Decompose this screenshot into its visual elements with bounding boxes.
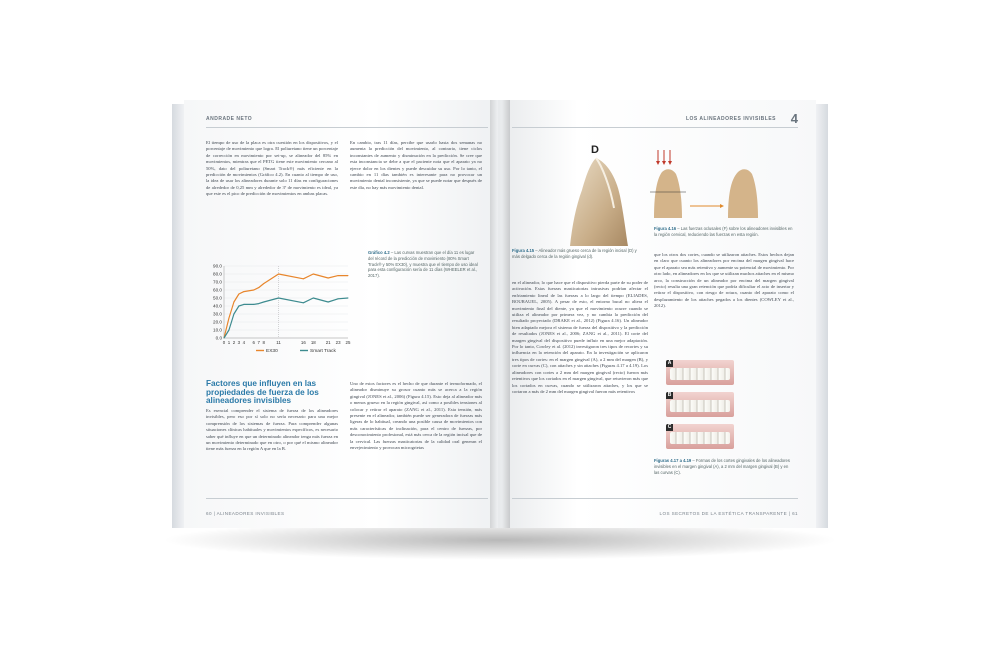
data-point: [253, 304, 254, 305]
smile-image-a: [666, 360, 734, 385]
figure-4-16-text: – Las fuerzas oclusales (F) sobre los alineadores invisibles en la región cervical, reduciendo las fuerzas en esta región.: [654, 226, 793, 237]
data-point: [328, 302, 329, 303]
data-point: [258, 287, 259, 288]
section-heading: Factores que influyen en las propiedades de fuerza de los alineadores invisibles: [206, 379, 319, 406]
right-footer-rule: [512, 498, 798, 499]
series-line-smart-track: [224, 298, 348, 338]
data-point: [263, 283, 264, 284]
data-point: [278, 298, 279, 299]
data-point: [233, 314, 234, 315]
x-tick-label: 6: [252, 340, 255, 345]
data-point: [238, 306, 239, 307]
y-tick-label: 50.0: [213, 295, 222, 301]
smile-image-c: [666, 424, 734, 449]
left-page: [184, 100, 502, 528]
chart-caption-label: Gráfico 4.2: [368, 250, 390, 255]
right-column-1-text: en el alineador, lo que hace que el dispositivo pierda parte de su poder de activación. Estas fuerzas masticatorias intrusivas podrían afectar el enfriamiento lineal de las fuerzas a lo largo del tiempo (ELIADES, BOURAUEL, 2005). A pesar de esto, el entorno bucal no altera el movimiento final del diente, ya que el movimiento ocurre cuando se utiliza el alineador por primera vez, y no cambia la predicción del resultado proyectado (DRAKE et al., 2012) (Figura 4.16). Un alineador bien adaptado mejora el sistema de fuerza del dispositivo y la predicción de resultados (JONES et al., 2006; ZANG et al., 2011). El corte del margen gingival del dispositivo puede influir en una mejor adaptación. Por lo tanto, Cowley et al. (2012) investigaron tres tipos de recortes y su influencia en la retención del aparato. En la investigación se aplicaron tres tipos de cortes: en el margen gingival (A), a 2 mm del margen (B), y corte en curvas (C), con attaches y sin attaches (Figuras 4.17 a 4.19). Los alineadores con cortes a 2 mm del margen gingival (recto) fueron más retentivos que los cortados en el margen gingival, que retuvieron más que los cortados en curvas, cuando se utilizaron attaches, y los que se cortaron a más de 2 mm del margen gingival fueron más retentivos: [512, 280, 648, 394]
tooth-force-diagram: [648, 148, 760, 224]
x-tick-label: 16: [300, 340, 306, 345]
teeth-row: [670, 368, 730, 380]
left-page-number: 60: [206, 511, 212, 516]
left-running-head: ANDRADE NETO: [206, 116, 253, 122]
right-page: [498, 100, 816, 528]
y-tick-label: 70.0: [213, 279, 222, 285]
figure-4-16-label: Figura 4.16: [654, 226, 677, 231]
figure-4-17-label: Figuras 4.17 a 4.19: [654, 458, 692, 463]
x-tick-label: 2: [232, 340, 236, 345]
data-point: [338, 275, 339, 276]
left-column-2-text: En cambio, tras 11 días, percibe que usarlo hasta dos semanas no aumenta la predicción del movimiento, al contrario, tiene ciclos inconstantes de aumento y disminución en la predicción. Se cree que esta inconstancia se debe a que el paciente nota que el aparato ya no ejerce dolor en los dientes y puede descuidar su uso. Por lo tanto, el cambio en 11 días también es interesante para no provocar un movimiento dental inconsistente, ya que se puede notar que después de este día, no hay más movimiento dental.: [350, 140, 482, 190]
left-footer: 60 | ALINEADORES INVISIBLES: [206, 511, 285, 516]
figure-4-15-caption: [512, 248, 644, 260]
right-footer: LOS SECRETOS DE LA ESTÉTICA TRANSPARENTE | 61: [659, 511, 798, 516]
legend-label: Smart Track: [310, 349, 336, 354]
left-footer-rule: [206, 498, 488, 499]
y-tick-label: 80.0: [213, 271, 222, 277]
smile-image-b: [666, 392, 734, 417]
data-point: [303, 302, 304, 303]
tooth-cross-section-image: [566, 156, 648, 248]
data-point: [228, 330, 229, 331]
y-tick-label: 90.0: [213, 263, 222, 269]
left-header-rule: [206, 127, 488, 128]
x-tick-label: 8: [262, 340, 265, 345]
data-point: [348, 298, 349, 299]
right-page-edges: [814, 104, 828, 528]
data-point: [258, 303, 259, 304]
x-tick-label: 7: [257, 340, 260, 345]
x-tick-label: 3: [237, 340, 241, 345]
data-point: [348, 275, 349, 276]
data-point: [228, 318, 229, 319]
y-tick-label: 60.0: [213, 287, 222, 293]
x-tick-label: 0: [222, 340, 226, 345]
left-column-3-text: Es esencial comprender el sistema de fuerza de los alineadores invisibles, pero eso por sí solo no sería necesario para una mejor comprensión de los sistemas de fuerza. Para comprender algunas situaciones clínicas habituales y movimientos específicos, es necesario saber qué influye en que un determinado alineador tenga más fuerza en un movimiento determinado que en otro, o por qué el mismo alineador tiene más fuerza en la región A que en la B.: [206, 408, 338, 452]
figure-4-17-text: – Formas de los cortes gingivales de los alineadores invisibles en el margen gingival (A), a 2 mm del margen gingival (B) y en las curvas (C).: [654, 458, 790, 475]
data-point: [278, 274, 279, 275]
line-chart: [202, 260, 354, 360]
right-running-head: LOS ALINEADORES INVISIBLES: [685, 116, 776, 122]
left-footer-title: ALINEADORES INVISIBLES: [216, 511, 285, 516]
figure-letter-d: D: [591, 144, 599, 156]
figure-4-16-caption: [654, 226, 796, 238]
data-point: [313, 298, 314, 299]
right-column-2-text: que los otros dos cortes, cuando se utilizaron attaches. Estos hechos dejan en claro que cuanto los alineadores por encima del margen gingival hace que el aparato sea más retentivo y aumente su potencial de movimiento. Por otro lado, en alineadores en los que se utilizan muchos attaches en el mismo arco, la construcción de un alineador por encima del margen gingival (recto) resulta una gran retención que podría dificultar el acto de insertar y retirar el dispositivo, con riesgo de rotura, cuanto del aparato como el desplazamiento de los attaches pegados a los dientes (COWLEY et al., 2012).: [654, 252, 794, 309]
data-point: [328, 278, 329, 279]
legend-label: EX30: [266, 349, 278, 354]
figure-4-17-caption: [654, 458, 794, 475]
teeth-row: [670, 432, 730, 444]
y-tick-label: 40.0: [213, 303, 222, 309]
teeth-row: [670, 400, 730, 412]
y-tick-label: 20.0: [213, 319, 222, 325]
data-point: [313, 274, 314, 275]
left-column-1-text: El tiempo de uso de la placa es otra cuestión en los dispositivos, y el porcentaje de movimiento que logra. El poliuretano tiene un porcentaje de corrección en movimiento por set-up, se alineador del 85% en movimientos, mientras que el PETG tiene este movimiento cercano al 50%, dato del poliuretano (Smart Track®) más eficiente en la predicción de movimientos (Gráfico 4.2). En cuanto al tiempo de uso, la idea de usar los alineadores durante solo 11 días en configuraciones de alrededor de 0,25 mm y alrededor de 3º de movimiento es ideal, ya que este es el pico de predicción de movimientos en ambas placas.: [206, 140, 338, 197]
data-point: [253, 290, 254, 291]
data-point: [243, 304, 244, 305]
right-header-rule: [512, 127, 798, 128]
data-point: [233, 302, 234, 303]
y-tick-label: 10.0: [213, 327, 222, 333]
x-tick-label: 21: [325, 340, 331, 345]
x-tick-label: 11: [276, 340, 281, 345]
data-point: [238, 294, 239, 295]
x-tick-label: 18: [310, 340, 316, 345]
figure-4-15-text: – Alineador más grueso cerca de la región incisal (D) y más delgado cerca de la región gingival (d).: [512, 248, 637, 259]
data-point: [338, 298, 339, 299]
x-tick-label: 4: [242, 340, 246, 345]
data-point: [243, 291, 244, 292]
left-column-4-text: Uno de estos factores es el hecho de que durante el termoformado, el alineador disminuye su grosor cuanto más se acerca a la región gingival (JONES et al., 2006) (Figura 4.15). Esto deja al alineador más o menos grueso en la región gingival, así como a posibles tensiones al colocar y retirar el aparato (ZANG et al., 2011). Esta tensión, más presente en el alineador, también puede ser generadora de fuerzas más ligeras de lo habitual, creando una posible causa de movimientos con más características de inclinación, para el centro de fuerzas, por desconocimiento profesional, está más cerca de la región incisal que de la cervical. Las fuerzas masticatorias de la calidad oral generan el envejecimiento y provocan microgrietas: [350, 381, 482, 451]
smile-tag-b: B: [667, 392, 672, 398]
x-tick-label: 23: [335, 340, 341, 345]
right-footer-title: LOS SECRETOS DE LA ESTÉTICA TRANSPARENTE: [659, 511, 788, 516]
data-point: [224, 338, 225, 339]
x-tick-label: 1: [227, 340, 231, 345]
right-page-number: 61: [792, 511, 798, 516]
smile-tag-a: A: [667, 360, 672, 366]
data-point: [303, 278, 304, 279]
book-gutter: [490, 100, 510, 528]
figure-4-15-label: Figura 4.15: [512, 248, 535, 253]
open-book: [172, 100, 828, 532]
y-tick-label: 30.0: [213, 311, 222, 317]
data-point: [263, 302, 264, 303]
y-tick-label: 0.0: [215, 335, 222, 341]
chart-caption-text: – Las curvas muestran que el día 11 es lugar del récord de la predicción de movimiento (80% Smart Track® y 50% EX30), y muestra que el tiempo de uso ideal para esta configuración sería de 11 días (WHEELER et al., 2017).: [368, 250, 478, 279]
smile-tag-c: C: [667, 424, 672, 430]
x-tick-label: 25: [345, 340, 351, 345]
chapter-number: 4: [790, 111, 798, 126]
chart-caption: [368, 250, 478, 330]
